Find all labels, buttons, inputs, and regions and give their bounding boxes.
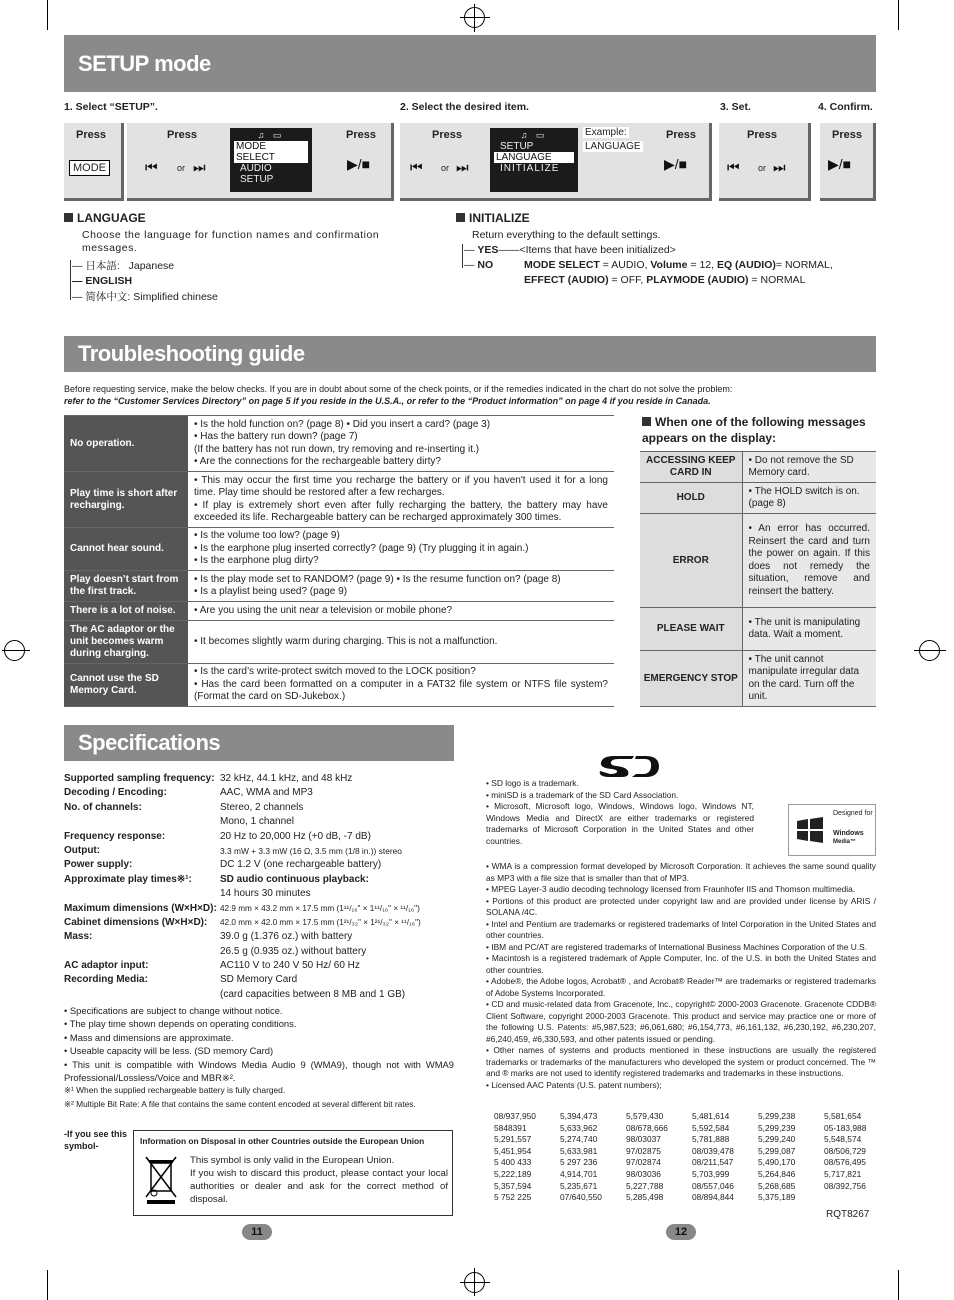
message-cell: ERROR xyxy=(640,514,742,608)
language-option: — 日本語: Japanese xyxy=(72,260,175,272)
tree-line xyxy=(70,260,71,300)
initialize-heading: INITIALIZE xyxy=(456,211,530,225)
patent-column: 5,481,614 5,592,584 5,781,888 08/039,478 08/211,547 5,703,999 08/557,046 08/894,844 xyxy=(692,1111,734,1203)
language-desc: Choose the language for function names and confirmation messages. xyxy=(82,229,380,254)
lcd-line: SETUP xyxy=(240,174,274,185)
tree-line xyxy=(462,244,463,268)
step-3: 3. Set. xyxy=(720,101,751,113)
sd-logo-icon xyxy=(596,755,662,779)
crop-mark xyxy=(2,650,30,651)
initialize-no-detail: MODE SELECT = AUDIO, Volume = 12, EQ (AUDIO)= NORMAL, xyxy=(524,259,833,271)
trouble-intro: Before requesting service, make the below checks. If you are in doubt about some of the check points, or if the remedies indicated in the chart do not solve the problem: refer to the “Customer Services Directory” on page 5 if you reside in the U.S.A., or refer to the “Product information” on page 4 if you reside in Canada. xyxy=(64,384,733,406)
press-label: Press xyxy=(666,129,696,141)
skip-back-icon: ⏮ xyxy=(410,159,423,175)
windows-media-logo: Designed for Windows Media™ xyxy=(788,804,876,856)
remedy-cell: • It becomes slightly warm during charging. This is not a malfunction. xyxy=(188,621,614,664)
message-cell: PLEASE WAIT xyxy=(640,608,742,651)
table-row xyxy=(640,452,876,483)
table-row xyxy=(64,602,614,621)
example-label: Example: xyxy=(585,127,627,138)
crop-mark xyxy=(898,1270,899,1300)
patent-column: 5,581,654 05-183,988 5,548,574 08/506,729 08/576,495 5,717,821 08/392,756 xyxy=(824,1111,867,1191)
mode-button: MODE xyxy=(69,160,110,176)
lcd-line: MODE SELECT xyxy=(234,141,308,163)
table-row xyxy=(640,651,876,707)
press-mode-box xyxy=(64,123,124,201)
patent-column: 5,579,430 08/678,666 98/03037 97/02875 97/02874 98/03036 5,227,788 5,285,498 xyxy=(626,1111,668,1203)
remedy-cell: • Is the play mode set to RANDOM? (page 9) • Is the resume function on? (page 8) • Is a playlist being used? (page 9) xyxy=(188,571,614,602)
disposal-text: This symbol is only valid in the European Union. If you wish to discard this product, please contact your local authorities or dealer and ask for the correct method of disposal. xyxy=(190,1155,448,1205)
table-row xyxy=(640,483,876,514)
initialize-desc: Return everything to the default settings. xyxy=(472,229,661,241)
play-stop-icon: ▶/■ xyxy=(347,156,371,172)
lcd-display xyxy=(490,128,578,192)
lcd-display xyxy=(230,128,312,192)
lcd-line: AUDIO xyxy=(240,163,272,174)
message-cell: HOLD xyxy=(640,483,742,514)
messages-heading: When one of the following messages appears on the display: xyxy=(642,415,866,445)
problem-cell: Play doesn’t start from the first track. xyxy=(64,571,188,602)
press-select-box xyxy=(127,123,394,201)
problem-cell: Play time is short after recharging. xyxy=(64,472,188,528)
square-icon xyxy=(456,213,465,222)
spec-values: 32 kHz, 44.1 kHz, and 48 kHz AAC, WMA and MP3 Stereo, 2 channels Mono, 1 channel 20 Hz to 20,000 Hz (+0 dB, -7 dB) 3.3 mW + 3.3 mW (16 Ω, 3.5 mm (1/8 in.)) stereo DC 1.2 V (one rechargeable battery) SD audio continuous playback: 14 hours 30 minutes 42.9 mm × 43.2 mm × 17.5 mm (1¹¹/₁₆" × 1¹¹/₁₆" × ¹¹/₁₆") 42.0 mm × 42.0 mm × 17.5 mm (1²¹/₃₂" × 1²¹/₃₂" × ¹¹/₁₆") 39.0 g (1.376 oz.) with battery 26.5 g (0.935 oz.) without battery AC110 V to 240 V 50 Hz/ 60 Hz SD Memory Card (card capacities between 8 MB and 1 GB) xyxy=(220,773,421,1000)
trouble-table xyxy=(64,415,614,707)
or-label: or xyxy=(758,163,767,173)
wheelie-bin-icon xyxy=(142,1153,180,1205)
disposal-title: Information on Disposal in other Countries outside the European Union xyxy=(140,1136,425,1146)
problem-cell: The AC adaptor or the unit becomes warm during charging. xyxy=(64,621,188,664)
note-icon: ♫ ▭ xyxy=(520,130,548,140)
table-row xyxy=(64,571,614,602)
press-confirm-box xyxy=(820,123,876,201)
message-remedy: • The HOLD switch is on. (page 8) xyxy=(742,483,876,514)
square-icon xyxy=(642,417,651,426)
problem-cell: Cannot use the SD Memory Card. xyxy=(64,664,188,707)
page-number-left: 11 xyxy=(242,1224,272,1240)
skip-back-icon: ⏮ xyxy=(727,159,740,175)
crop-mark xyxy=(914,650,946,651)
table-row xyxy=(64,528,614,571)
or-label: or xyxy=(177,163,186,173)
note-icon: ♫ ▭ xyxy=(257,130,285,140)
messages-table xyxy=(640,451,876,707)
symbol-label: -If you see this symbol- xyxy=(64,1129,128,1151)
table-row xyxy=(640,514,876,608)
problem-cell: There is a lot of noise. xyxy=(64,602,188,621)
problem-cell: No operation. xyxy=(64,416,188,472)
message-remedy: • The unit cannot manipulate irregular data on the card. Turn off the unit. xyxy=(742,651,876,707)
step-2: 2. Select the desired item. xyxy=(400,101,529,113)
or-label: or xyxy=(441,163,450,173)
remedy-cell: • Is the volume too low? (page 9) • Is the earphone plug inserted correctly? (page 9) (Try plugging it in again.) • Is the earphone plug dirty? xyxy=(188,528,614,571)
trouble-title-band xyxy=(64,336,876,372)
specs-title-band xyxy=(64,725,454,761)
skip-forward-icon: ⏭ xyxy=(773,159,786,175)
table-row xyxy=(640,608,876,651)
message-remedy: • The unit is manipulating data. Wait a moment. xyxy=(742,608,876,651)
windows-flag-icon xyxy=(795,815,825,845)
square-icon xyxy=(64,213,73,222)
specs-title: Specifications xyxy=(78,730,221,755)
play-stop-icon: ▶/■ xyxy=(828,156,852,172)
table-row xyxy=(64,472,614,528)
step-4: 4. Confirm. xyxy=(818,101,873,113)
skip-forward-icon: ⏭ xyxy=(456,159,469,175)
setup-title-band xyxy=(64,35,876,92)
press-label: Press xyxy=(346,129,376,141)
press-label: Press xyxy=(832,129,862,141)
remedy-cell: • Is the card’s write-protect switch moved to the LOCK position? • Has the card been formatted on a computer in a FAT32 file system or NTFS file system? (Format the card on SD-Jukebox.) xyxy=(188,664,614,707)
trademark-list: • SD logo is a trademark. • miniSD is a trademark of the SD Card Association. • Microsoft, Microsoft logo, Windows, Windows logo, Windows NT, Windows Media and DirectX are either trademarks or registered trademarks of Microsoft Corporation in the United States and other countries. xyxy=(486,778,754,846)
press-label: Press xyxy=(432,129,462,141)
trademark-list: • WMA is a compression format developed by Microsoft Corporation. It achieves the same sound quality as MP3 with a file size that is smaller than that of MP3. • MPEG Layer-3 audio decoding technology licensed from Fraunhofer IIS and Thomson multimedia. • Portions of this product are protected under copyright law and are provided under license by ARIS / SOLANA /4C. • Intel and Pentium are trademarks or registered trademarks of Intel Corporation in the United States and other countries. • IBM and PC/AT are registered trademarks of International Business Machines Corporation of the U.S. • Macintosh is a registered trademark of Apple Computer, Inc. of the U.S. in both the United States and other countries. • Adobe®, the Adobe logos, Acrobat® , and Acrobat® Reader™ are trademarks or registered trademarks of Adobe Systems Incorporated. • CD and music-related data from Gracenote, Inc., copyright© 2000-2003 Gracenote. Gracenote CDDB® Client Software, copyright 2000-2003 Gracenote. This product and service may practice one or more of the following U.S. Patents: #5,987,523; #6,061,680; #6,154,773, #6,161,132, #6,230,192, #6,230,207, #6,240,459, #6,330,593, and other patents issued or pending. • Other names of systems and products mentioned in these instructions are usually the registered trademarks or trademarks of the manufacturers who developed the system or product concerned. The ™ and ® marks are not used to identify registered trademarks and trademarks in these instructions. • Licensed AAC Patents (U.S. patent numbers); xyxy=(486,861,876,1090)
press-set-box xyxy=(719,123,811,201)
language-option: — ENGLISH xyxy=(72,275,133,287)
table-row xyxy=(64,416,614,472)
message-cell: ACCESSING KEEP CARD IN xyxy=(640,452,742,483)
press-item-box xyxy=(400,123,712,201)
spec-keys: Supported sampling frequency: Decoding / Encoding: No. of channels: Frequency response: Output: Power supply: Approximate play times※¹: Maximum dimensions (W×H×D): Cabinet dimensions (W×H×D): Mass: AC adaptor input: Recording Media: xyxy=(64,773,217,986)
press-label: Press xyxy=(747,129,777,141)
initialize-no: — NO xyxy=(464,259,494,271)
play-stop-icon: ▶/■ xyxy=(664,156,688,172)
lcd-line: SETUP xyxy=(500,141,534,152)
patent-column: 5,299,238 5,299,239 5,299,240 5,299,087 5,490,170 5,264,846 5,268,685 5,375,189 xyxy=(758,1111,796,1203)
press-label: Press xyxy=(167,129,197,141)
disposal-box xyxy=(133,1130,453,1216)
initialize-yes: — YES——<Items that have been initialized> xyxy=(464,244,676,256)
skip-back-icon: ⏮ xyxy=(145,159,158,175)
language-option: — 简体中文: Simplified chinese xyxy=(72,291,218,303)
crop-mark xyxy=(47,0,48,30)
language-heading: LANGUAGE xyxy=(64,211,146,225)
patent-column: 5,394,473 5,633,962 5,274,740 5,633,981 5 297 236 4,914,701 5,235,671 07/640,550 xyxy=(560,1111,602,1203)
setup-title: SETUP mode xyxy=(78,50,211,76)
message-remedy: • An error has occurred. Reinsert the card and turn the power on again. If this does not remedy the situation, remove and reinsert the battery. xyxy=(742,514,876,608)
lcd-line: INITIALIZE xyxy=(500,163,560,174)
initialize-no-detail: EFFECT (AUDIO) = OFF, PLAYMODE (AUDIO) = NORMAL xyxy=(524,274,806,286)
patent-column: 08/937,950 5848391 5,291,557 5,451,954 5 400 433 5,222,189 5,357,594 5 752 225 xyxy=(494,1111,536,1203)
registration-mark xyxy=(464,7,485,28)
message-cell: EMERGENCY STOP xyxy=(640,651,742,707)
spec-notes: • Specifications are subject to change without notice. • The play time shown depends on operating conditions. • Mass and dimensions are approximate. • Useable capacity will be less. (SD memory Card) • This unit is compatible with Windows Media Audio 9 (WMA9), though not with WMA9 Professional/Lossless/Voice and MBR※². ※¹ When the supplied rechargeable battery is fully charged. ※² Multiple Bit Rate: A file that contains the same content encoded at several different bit rates. xyxy=(64,1005,454,1109)
press-label: Press xyxy=(76,129,106,141)
crop-mark xyxy=(898,0,899,30)
lcd-line: LANGUAGE xyxy=(494,152,574,163)
remedy-cell: • This may occur the first time you recharge the battery or if you haven't used it for a long time. Play time should be restored after a few recharges. • If play is extremely short even after fully recharging the battery, the battery may have exceeded its life. Rechargeable battery can be recharged approximately 300 times. xyxy=(188,472,614,528)
table-row xyxy=(64,664,614,707)
doc-code: RQT8267 xyxy=(826,1209,870,1220)
skip-forward-icon: ⏭ xyxy=(193,159,206,175)
table-row xyxy=(64,621,614,664)
message-remedy: • Do not remove the SD Memory card. xyxy=(742,452,876,483)
crop-mark xyxy=(460,1282,490,1283)
example-value: LANGUAGE xyxy=(585,141,641,152)
step-1: 1. Select “SETUP”. xyxy=(64,101,158,113)
remedy-cell: • Are you using the unit near a television or mobile phone? xyxy=(188,602,614,621)
trouble-title: Troubleshooting guide xyxy=(78,341,305,366)
crop-mark xyxy=(47,1270,48,1300)
problem-cell: Cannot hear sound. xyxy=(64,528,188,571)
page-number-right: 12 xyxy=(666,1224,696,1240)
remedy-cell: • Is the hold function on? (page 8) • Did you insert a card? (page 3) • Has the battery run down? (page 7) (If the battery has not run down, try removing and re-inserting it.) • Are the connections for the rechargeable battery dirty? xyxy=(188,416,614,472)
